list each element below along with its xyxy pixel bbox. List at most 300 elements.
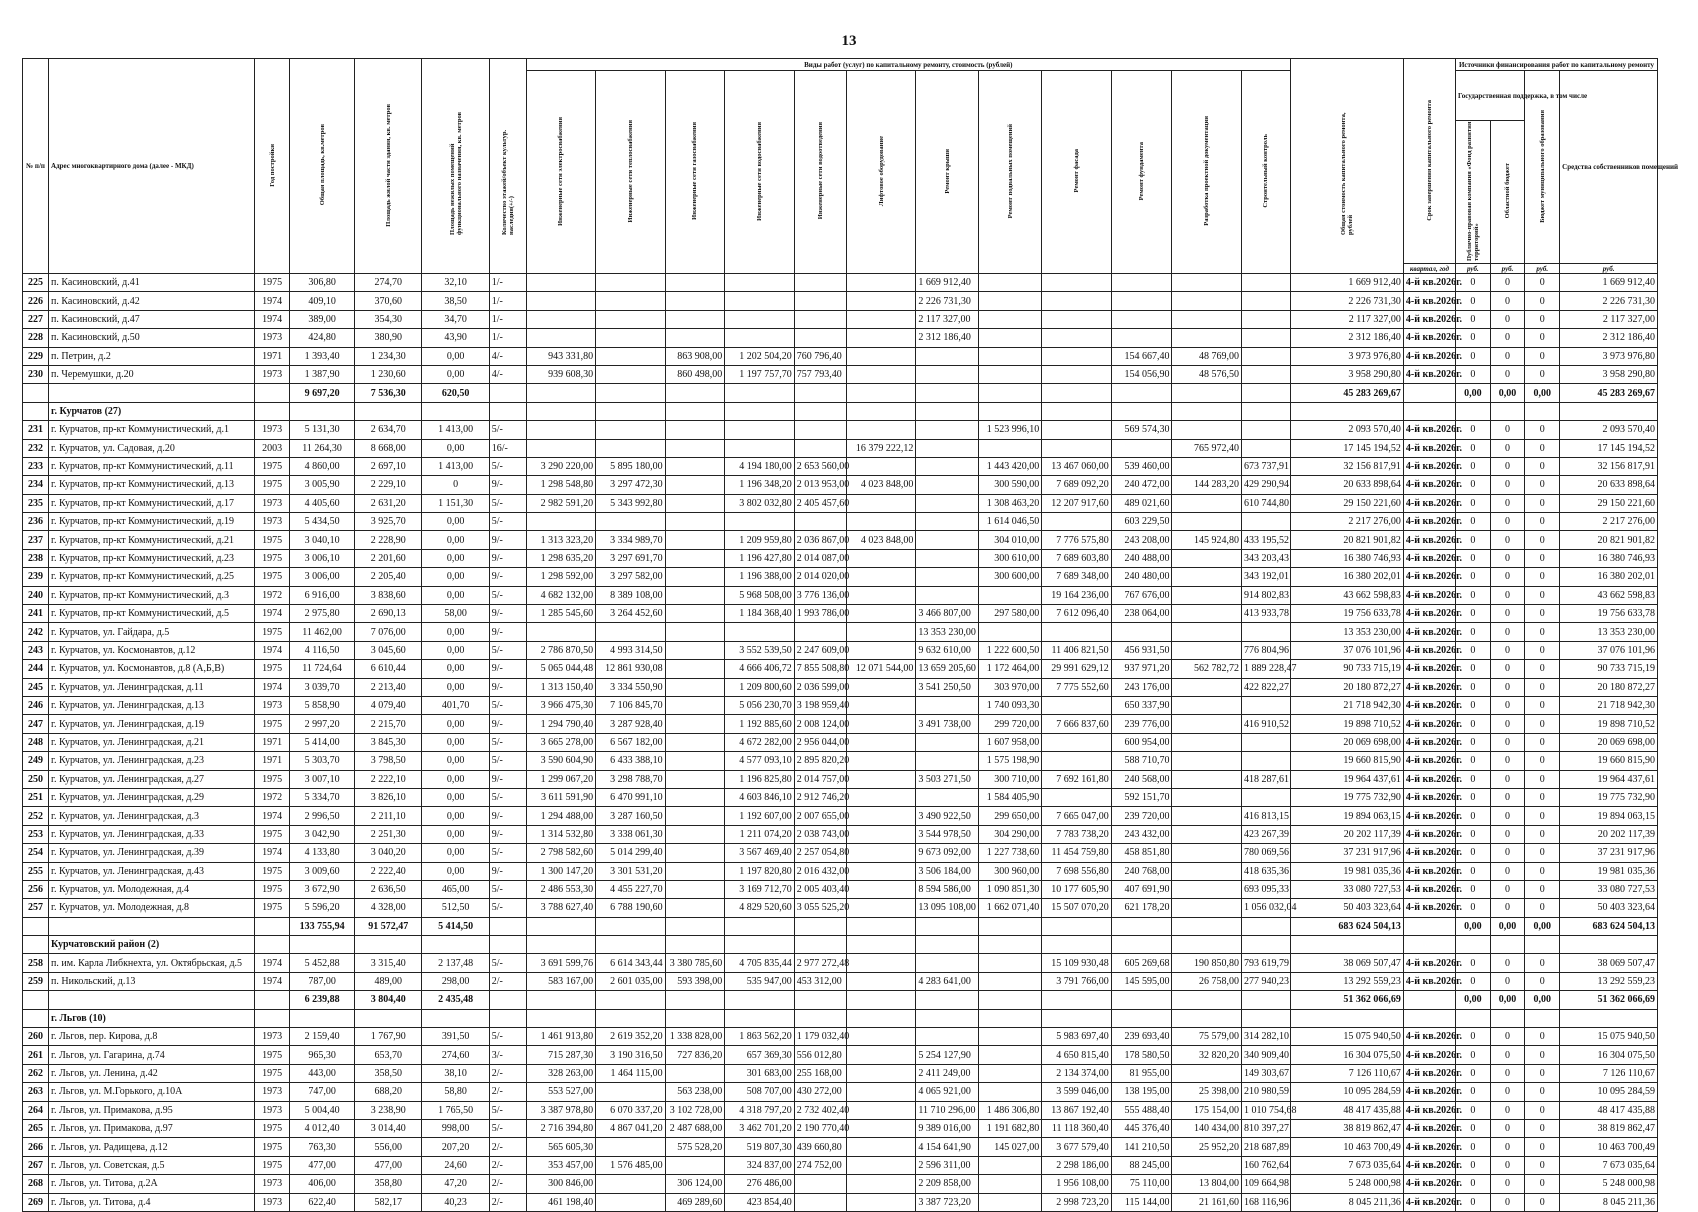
cell-w4: 423 854,40: [725, 1193, 794, 1211]
col-w-lift: Лифтовое оборудование: [846, 71, 915, 274]
section-row: [23, 936, 1658, 954]
cell-total: 13 353 230,00: [1290, 623, 1403, 641]
cell-total: 3 958 290,80: [1290, 365, 1403, 383]
table-row: [23, 421, 1658, 439]
empty-cell: [725, 936, 794, 954]
cell-w2: 3 287 160,50: [596, 807, 665, 825]
cell-w8: [979, 274, 1042, 292]
cell-w1: 328 263,00: [526, 1064, 595, 1082]
cell-f4: 20 821 901,82: [1560, 531, 1658, 549]
empty-cell: [725, 991, 794, 1009]
subtotal-living: 3 804,40: [355, 991, 422, 1009]
cell-w6: [846, 347, 915, 365]
cell-total: 32 156 817,91: [1290, 457, 1403, 475]
cell-term: 4-й кв.2026г.: [1403, 549, 1455, 567]
cell-w1: 583 167,00: [526, 972, 595, 990]
cell-w12: [1241, 752, 1290, 770]
cell-w7: [916, 586, 979, 604]
cell-w12: [1241, 733, 1290, 751]
cell-f4: 48 417 435,88: [1560, 1101, 1658, 1119]
col-s-municipal: Бюджет муниципального образования: [1525, 71, 1560, 264]
empty-cell: [1403, 402, 1455, 420]
cell-w7: 3 387 723,20: [916, 1193, 979, 1211]
table-row: [23, 1064, 1658, 1082]
cell-area: 406,00: [290, 1175, 355, 1193]
cell-addr: г. Льгов, пер. Кирова, д.8: [49, 1028, 255, 1046]
empty-cell: [794, 917, 846, 935]
cell-term: 4-й кв.2026г.: [1403, 1119, 1455, 1137]
cell-addr: г. Льгов, ул. Гагарина, д.74: [49, 1046, 255, 1064]
subtotal-f4: 45 283 269,67: [1560, 384, 1658, 402]
cell-living: 3 045,60: [355, 641, 422, 659]
cell-living: 3 838,60: [355, 586, 422, 604]
empty-cell: [1172, 1009, 1241, 1027]
cell-f3: 0: [1525, 274, 1560, 292]
cell-w11: [1172, 274, 1241, 292]
cell-term: 4-й кв.2026г.: [1403, 274, 1455, 292]
cell-living: 3 315,40: [355, 954, 422, 972]
cell-f4: 33 080 727,53: [1560, 880, 1658, 898]
cell-w4: 1 196 348,20: [725, 476, 794, 494]
cell-f3: 0: [1525, 513, 1560, 531]
cell-floors: 9/-: [489, 476, 526, 494]
cell-w3: [665, 678, 725, 696]
table-row: [23, 365, 1658, 383]
cell-w11: [1172, 329, 1241, 347]
cell-w5: 2 014 020,00: [794, 568, 846, 586]
cell-w5: 2 007 655,00: [794, 807, 846, 825]
empty-cell: [916, 402, 979, 420]
cell-year: 1973: [255, 1101, 290, 1119]
cell-f3: 0: [1525, 1119, 1560, 1137]
table-row: [23, 549, 1658, 567]
cell-f4: 19 756 633,78: [1560, 605, 1658, 623]
cell-no: 269: [23, 1193, 49, 1211]
cell-w11: [1172, 696, 1241, 714]
col-w-roof: Ремонт крыши: [916, 71, 979, 274]
cell-f1: 0: [1455, 733, 1490, 751]
cell-w6: 16 379 222,12: [846, 439, 915, 457]
cell-w1: [526, 421, 595, 439]
empty-cell: [290, 402, 355, 420]
cell-f4: 2 312 186,40: [1560, 329, 1658, 347]
cell-f3: 0: [1525, 1083, 1560, 1101]
cell-w10: 458 851,80: [1111, 844, 1172, 862]
cell-no: 264: [23, 1101, 49, 1119]
cell-f4: 19 660 815,90: [1560, 752, 1658, 770]
cell-w12: 340 909,40: [1241, 1046, 1290, 1064]
cell-living: 3 014,40: [355, 1119, 422, 1137]
cell-no: 239: [23, 568, 49, 586]
cell-floors: 5/-: [489, 844, 526, 862]
cell-f1: 0: [1455, 1064, 1490, 1082]
cell-f3: 0: [1525, 844, 1560, 862]
cell-term: 4-й кв.2026г.: [1403, 715, 1455, 733]
empty-cell: [489, 936, 526, 954]
cell-area: 5 131,30: [290, 421, 355, 439]
cell-w10: 154 667,40: [1111, 347, 1172, 365]
cell-nonres: 0,00: [422, 531, 489, 549]
cell-no: 246: [23, 696, 49, 714]
cell-addr: г. Льгов, ул. Радищева, д.12: [49, 1138, 255, 1156]
cell-living: 2 634,70: [355, 421, 422, 439]
cell-f1: 0: [1455, 825, 1490, 843]
cell-f3: 0: [1525, 715, 1560, 733]
cell-no: 249: [23, 752, 49, 770]
empty-cell: [1403, 1009, 1455, 1027]
cell-w7: 9 673 092,00: [916, 844, 979, 862]
cell-w5: [794, 439, 846, 457]
cell-w11: 190 850,80: [1172, 954, 1241, 972]
cell-f3: 0: [1525, 770, 1560, 788]
cell-w12: 914 802,83: [1241, 586, 1290, 604]
empty-cell: [794, 384, 846, 402]
cell-w3: [665, 274, 725, 292]
cell-w4: 4 666 406,72: [725, 660, 794, 678]
cell-year: 1975: [255, 660, 290, 678]
cell-year: 1975: [255, 1046, 290, 1064]
table-row: [23, 715, 1658, 733]
cell-w1: 1 314 532,80: [526, 825, 595, 843]
cell-area: 4 405,60: [290, 494, 355, 512]
cell-f1: 0: [1455, 660, 1490, 678]
empty-cell: [1111, 936, 1172, 954]
cell-f1: 0: [1455, 605, 1490, 623]
cell-nonres: 38,10: [422, 1064, 489, 1082]
cell-f1: 0: [1455, 1119, 1490, 1137]
cell-w11: [1172, 715, 1241, 733]
cell-w9: 7 612 096,40: [1042, 605, 1111, 623]
cell-w4: 301 683,00: [725, 1064, 794, 1082]
cell-f4: 43 662 598,83: [1560, 586, 1658, 604]
cell-w8: 300 590,00: [979, 476, 1042, 494]
cell-f2: 0: [1490, 715, 1525, 733]
cell-w6: [846, 972, 915, 990]
cell-f4: 16 380 202,01: [1560, 568, 1658, 586]
cell-area: 3 039,70: [290, 678, 355, 696]
cell-w7: 1 669 912,40: [916, 274, 979, 292]
cell-total: 90 733 715,19: [1290, 660, 1403, 678]
subtotal-total: 683 624 504,13: [1290, 917, 1403, 935]
cell-year: 1972: [255, 788, 290, 806]
cell-floors: 5/-: [489, 494, 526, 512]
cell-no: 231: [23, 421, 49, 439]
cell-w10: 240 488,00: [1111, 549, 1172, 567]
cell-w6: [846, 825, 915, 843]
cell-floors: 9/-: [489, 825, 526, 843]
cell-addr: г. Курчатов, ул. Ленинградская, д.21: [49, 733, 255, 751]
cell-nonres: 0,00: [422, 862, 489, 880]
cell-floors: 2/-: [489, 972, 526, 990]
cell-addr: г. Курчатов, ул. Ленинградская, д.33: [49, 825, 255, 843]
cell-nonres: 0,00: [422, 549, 489, 567]
cell-w11: 145 924,80: [1172, 531, 1241, 549]
cell-w12: 218 687,89: [1241, 1138, 1290, 1156]
empty-cell: [794, 936, 846, 954]
cell-w1: 1 294 790,40: [526, 715, 595, 733]
cell-addr: г. Курчатов, ул. Ленинградская, д.19: [49, 715, 255, 733]
empty-cell: [1525, 1009, 1560, 1027]
cell-w2: 7 106 845,70: [596, 696, 665, 714]
table-row: [23, 329, 1658, 347]
cell-w5: [794, 292, 846, 310]
cell-area: 4 860,00: [290, 457, 355, 475]
cell-area: 4 012,40: [290, 1119, 355, 1137]
cell-w9: [1042, 439, 1111, 457]
cell-w10: 489 021,60: [1111, 494, 1172, 512]
cell-w9: [1042, 310, 1111, 328]
cell-floors: 5/-: [489, 899, 526, 917]
cell-w1: 2 786 870,50: [526, 641, 595, 659]
cell-term: 4-й кв.2026г.: [1403, 623, 1455, 641]
cell-w9: [1042, 788, 1111, 806]
empty-cell: [725, 917, 794, 935]
cell-nonres: 0,00: [422, 513, 489, 531]
cell-floors: 9/-: [489, 660, 526, 678]
section-label: г. Курчатов (27): [49, 402, 255, 420]
cell-w1: 2 798 582,60: [526, 844, 595, 862]
table-row: [23, 347, 1658, 365]
cell-w4: 5 968 508,00: [725, 586, 794, 604]
col-no: № п/п: [23, 59, 49, 274]
cell-no: 267: [23, 1156, 49, 1174]
empty-cell: [255, 917, 290, 935]
cell-w2: 3 297 691,70: [596, 549, 665, 567]
cell-w1: 3 788 627,40: [526, 899, 595, 917]
cell-term: 4-й кв.2026г.: [1403, 972, 1455, 990]
section-spacer: [23, 936, 49, 954]
table-row: [23, 494, 1658, 512]
cell-w11: [1172, 623, 1241, 641]
cell-f1: 0: [1455, 568, 1490, 586]
empty-cell: [1172, 917, 1241, 935]
cell-total: 1 669 912,40: [1290, 274, 1403, 292]
col-total-cost: Общая стоимость капитального ремонта, рублей: [1290, 59, 1403, 274]
cell-w7: 2 312 186,40: [916, 329, 979, 347]
cell-term: 4-й кв.2026г.: [1403, 862, 1455, 880]
cell-w2: 3 297 472,30: [596, 476, 665, 494]
cell-no: 238: [23, 549, 49, 567]
cell-year: 1971: [255, 752, 290, 770]
cell-year: 1973: [255, 513, 290, 531]
empty-cell: [1042, 402, 1111, 420]
cell-w1: 3 590 604,90: [526, 752, 595, 770]
cell-f1: 0: [1455, 421, 1490, 439]
cell-living: 4 079,40: [355, 696, 422, 714]
cell-year: 1975: [255, 1138, 290, 1156]
cell-f1: 0: [1455, 274, 1490, 292]
empty-cell: [596, 991, 665, 1009]
cell-w11: [1172, 807, 1241, 825]
empty-cell: [1241, 991, 1290, 1009]
cell-area: 3 042,90: [290, 825, 355, 843]
cell-no: 247: [23, 715, 49, 733]
cell-w7: [916, 457, 979, 475]
cell-w5: 2 257 054,80: [794, 844, 846, 862]
cell-w7: [916, 476, 979, 494]
cell-w1: 1 461 913,80: [526, 1028, 595, 1046]
cell-nonres: 0,00: [422, 770, 489, 788]
cell-addr: г. Курчатов, ул. Молодежная, д.8: [49, 899, 255, 917]
cell-floors: 1/-: [489, 310, 526, 328]
cell-total: 48 417 435,88: [1290, 1101, 1403, 1119]
cell-w5: 556 012,80: [794, 1046, 846, 1064]
cell-f2: 0: [1490, 954, 1525, 972]
unit-region: руб.: [1490, 264, 1525, 274]
cell-term: 4-й кв.2026г.: [1403, 457, 1455, 475]
table-row: [23, 899, 1658, 917]
cell-living: 1 230,60: [355, 365, 422, 383]
cell-w3: [665, 807, 725, 825]
cell-f2: 0: [1490, 513, 1525, 531]
empty-cell: [1042, 917, 1111, 935]
cell-w7: [916, 733, 979, 751]
cell-w10: [1111, 274, 1172, 292]
table-row: [23, 807, 1658, 825]
table-row: [23, 1156, 1658, 1174]
cell-f4: 37 231 917,96: [1560, 844, 1658, 862]
cell-f1: 0: [1455, 788, 1490, 806]
cell-term: 4-й кв.2026г.: [1403, 660, 1455, 678]
cell-no: 232: [23, 439, 49, 457]
cell-nonres: 2 137,48: [422, 954, 489, 972]
cell-nonres: 58,00: [422, 605, 489, 623]
cell-no: 245: [23, 678, 49, 696]
cell-w11: [1172, 421, 1241, 439]
cell-w11: [1172, 1156, 1241, 1174]
cell-year: 1974: [255, 954, 290, 972]
cell-w6: [846, 623, 915, 641]
cell-term: 4-й кв.2026г.: [1403, 696, 1455, 714]
cell-term: 4-й кв.2026г.: [1403, 752, 1455, 770]
cell-addr: п. Касиновский, д.42: [49, 292, 255, 310]
cell-floors: 9/-: [489, 862, 526, 880]
cell-w2: 3 190 316,50: [596, 1046, 665, 1064]
cell-w3: 563 238,00: [665, 1083, 725, 1101]
cell-year: 1974: [255, 844, 290, 862]
cell-f1: 0: [1455, 954, 1490, 972]
cell-w12: 343 192,01: [1241, 568, 1290, 586]
cell-w8: [979, 1175, 1042, 1193]
cell-w11: [1172, 605, 1241, 623]
cell-nonres: 1 765,50: [422, 1101, 489, 1119]
cell-area: 1 387,90: [290, 365, 355, 383]
cell-nonres: 0,00: [422, 844, 489, 862]
cell-w10: 239 693,40: [1111, 1028, 1172, 1046]
cell-floors: 5/-: [489, 457, 526, 475]
cell-w4: 1 202 504,20: [725, 347, 794, 365]
cell-f2: 0: [1490, 862, 1525, 880]
cell-f2: 0: [1490, 549, 1525, 567]
cell-year: 1973: [255, 1083, 290, 1101]
cell-f3: 0: [1525, 457, 1560, 475]
cell-w7: 9 632 610,00: [916, 641, 979, 659]
cell-living: 3 040,20: [355, 844, 422, 862]
cell-f2: 0: [1490, 494, 1525, 512]
cell-w6: [846, 329, 915, 347]
subtotal-row: [23, 917, 1658, 935]
cell-area: 11 724,64: [290, 660, 355, 678]
cell-w10: 592 151,70: [1111, 788, 1172, 806]
col-w-sewer: Инженерные сети водоотведения: [794, 71, 846, 274]
section-row: [23, 402, 1658, 420]
cell-f4: 16 304 075,50: [1560, 1046, 1658, 1064]
cell-w8: 303 970,00: [979, 678, 1042, 696]
empty-cell: [1490, 1009, 1525, 1027]
empty-cell: [1042, 936, 1111, 954]
cell-w8: 1 523 996,10: [979, 421, 1042, 439]
cell-f1: 0: [1455, 972, 1490, 990]
subtotal-total: 51 362 066,69: [1290, 991, 1403, 1009]
cell-w11: [1172, 788, 1241, 806]
cell-nonres: 43,90: [422, 329, 489, 347]
cell-w12: 423 267,39: [1241, 825, 1290, 843]
cell-w12: [1241, 696, 1290, 714]
empty-cell: [979, 936, 1042, 954]
cell-term: 4-й кв.2026г.: [1403, 329, 1455, 347]
cell-w2: 6 470 991,10: [596, 788, 665, 806]
col-w-basement: Ремонт подвальных помещений: [979, 71, 1042, 274]
cell-w9: 4 650 815,40: [1042, 1046, 1111, 1064]
cell-w7: [916, 365, 979, 383]
cell-w4: 324 837,00: [725, 1156, 794, 1174]
table-row: [23, 623, 1658, 641]
empty-cell: [846, 384, 915, 402]
cell-no: 257: [23, 899, 49, 917]
cell-w3: [665, 623, 725, 641]
cell-no: 260: [23, 1028, 49, 1046]
cell-total: 33 080 727,53: [1290, 880, 1403, 898]
cell-w11: [1172, 641, 1241, 659]
cell-w8: [979, 292, 1042, 310]
cell-w6: [846, 494, 915, 512]
cell-term: 4-й кв.2026г.: [1403, 880, 1455, 898]
cell-w1: 1 300 147,20: [526, 862, 595, 880]
cell-f1: 0: [1455, 329, 1490, 347]
page-number: 13: [841, 33, 857, 49]
table-row: [23, 1119, 1658, 1137]
cell-w7: [916, 696, 979, 714]
cell-w9: [1042, 292, 1111, 310]
subtotal-total: 45 283 269,67: [1290, 384, 1403, 402]
empty-cell: [422, 936, 489, 954]
cell-w7: [916, 531, 979, 549]
cell-term: 4-й кв.2026г.: [1403, 292, 1455, 310]
cell-w2: 5 014 299,40: [596, 844, 665, 862]
cell-f2: 0: [1490, 1175, 1525, 1193]
table-row: [23, 439, 1658, 457]
cell-no: 235: [23, 494, 49, 512]
cell-term: 4-й кв.2026г.: [1403, 494, 1455, 512]
cell-w9: 2 298 186,00: [1042, 1156, 1111, 1174]
cell-w9: 7 776 575,80: [1042, 531, 1111, 549]
cell-w11: [1172, 880, 1241, 898]
cell-w11: 21 161,60: [1172, 1193, 1241, 1211]
col-w-foundation: Ремонт фундамента: [1111, 71, 1172, 274]
cell-w7: 2 117 327,00: [916, 310, 979, 328]
empty-cell: [665, 1009, 725, 1027]
cell-addr: г. Курчатов, пр-кт Коммунистический, д.3: [49, 586, 255, 604]
cell-w8: 1 222 600,50: [979, 641, 1042, 659]
cell-f4: 7 673 035,64: [1560, 1156, 1658, 1174]
cell-w9: 12 207 917,60: [1042, 494, 1111, 512]
cell-f1: 0: [1455, 696, 1490, 714]
cell-no: 244: [23, 660, 49, 678]
cell-total: 2 117 327,00: [1290, 310, 1403, 328]
table-row: [23, 568, 1658, 586]
cell-term: 4-й кв.2026г.: [1403, 476, 1455, 494]
cell-w7: [916, 788, 979, 806]
